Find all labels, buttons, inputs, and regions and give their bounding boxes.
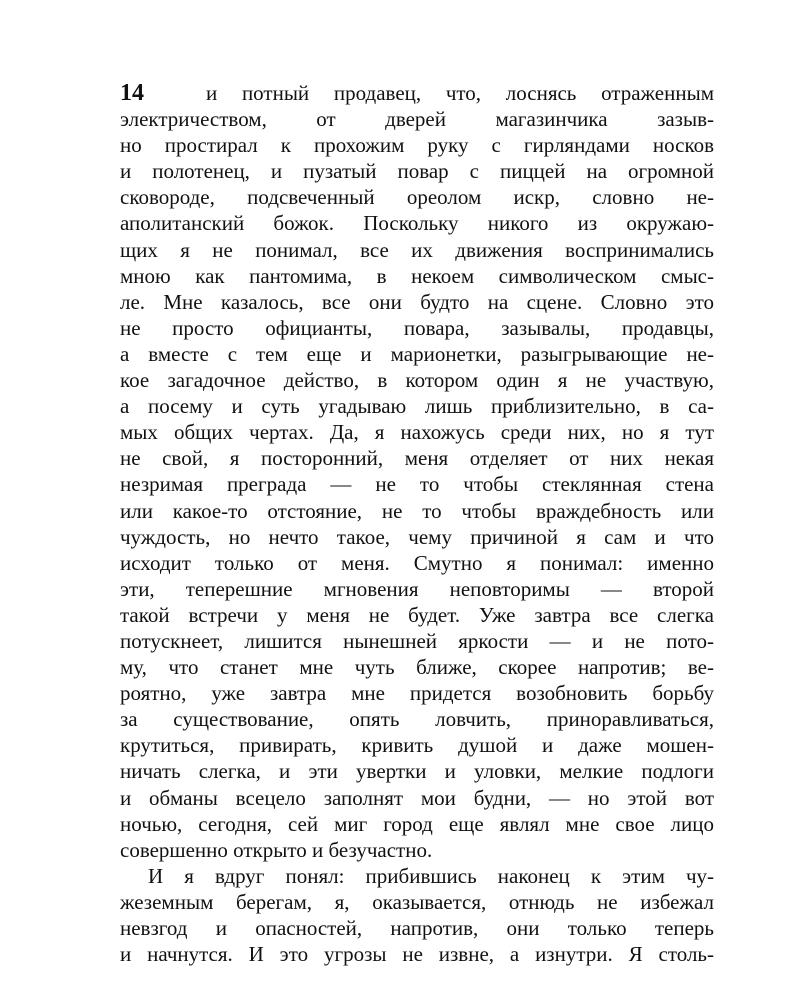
text-line: эти, теперешние мгновения неповторимы — второй	[120, 576, 714, 601]
text-line: му, что станет мне чуть ближе, скорее напротив; ве-	[120, 655, 714, 680]
text-line: но простирал к прохожим руку с гирляндами носков	[120, 133, 714, 158]
text-line: мною как пантомима, в некоем символическом смыс-	[120, 263, 714, 288]
text-line: ничать слегка, и эти увертки и уловки, мелкие подлоги	[120, 759, 714, 784]
text-line: и начнутся. И это угрозы не извне, а изнутри. Я столь-	[120, 942, 714, 967]
text-line: ночью, сегодня, сей миг город еще являл мне свое лицо	[120, 811, 714, 836]
text-line: мых общих чертах. Да, я нахожусь среди них, но я тут	[120, 420, 714, 445]
text-line: чуждость, но нечто такое, чему причиной я сам и что	[120, 524, 714, 549]
text-line: крутиться, привирать, кривить душой и даже мошен-	[120, 733, 714, 758]
text-line: не свой, я посторонний, меня отделяет от них некая	[120, 446, 714, 471]
text-line: не просто официанты, повара, зазывалы, продавцы,	[120, 315, 714, 340]
text-line: совершенно открыто и безучастно.	[120, 837, 433, 862]
text-line: а вместе с тем еще и марионетки, разыгрывающие не-	[120, 341, 714, 366]
text-line: электричеством, от дверей магазинчика зазыв-	[120, 107, 714, 132]
text-line: исходит только от меня. Смутно я понимал: именно	[120, 550, 714, 575]
text-line: щих я не понимал, все их движения воспринимались	[120, 237, 714, 262]
text-line: роятно, уже завтра мне придется возобновить борьбу	[120, 681, 714, 706]
text-line: и потный продавец, что, лоснясь отраженным	[206, 81, 714, 105]
text-line: сковороде, подсвеченный ореолом искр, словно не-	[120, 185, 714, 210]
page-number: 14	[120, 80, 144, 106]
text-line: ле. Мне казалось, все они будто на сцене. Словно это	[120, 289, 714, 314]
body-text	[120, 80, 714, 967]
text-line: аполитанский божок. Поскольку никого из окружаю-	[120, 211, 714, 236]
text-line: невзгод и опасностей, напротив, они только теперь	[120, 916, 714, 940]
text-line: или какое-то отстояние, не то чтобы враждебность или	[120, 498, 714, 523]
text-line: жеземным берегам, я, оказывается, отнюдь не избежал	[120, 889, 714, 914]
text-line: незримая преграда — не то чтобы стеклянная стена	[120, 472, 714, 497]
text-line: и обманы всецело заполнят мои будни, — но этой вот	[120, 785, 714, 810]
text-line: кое загадочное действо, в котором один я не участвую,	[120, 368, 714, 393]
text-line: И я вдруг понял: прибившись наконец к этим чу-	[148, 863, 714, 888]
text-line: за существование, опять ловчить, приноравливаться,	[120, 707, 714, 732]
text-line: потускнеет, лишится нынешней яркости — и не пото-	[120, 628, 714, 653]
text-line: и полотенец, и пузатый повар с пиццей на огромной	[120, 159, 714, 184]
text-line: такой встречи у меня не будет. Уже завтра все слегка	[120, 602, 714, 627]
text-line: а посему и суть угадываю лишь приблизительно, в са-	[120, 394, 714, 419]
